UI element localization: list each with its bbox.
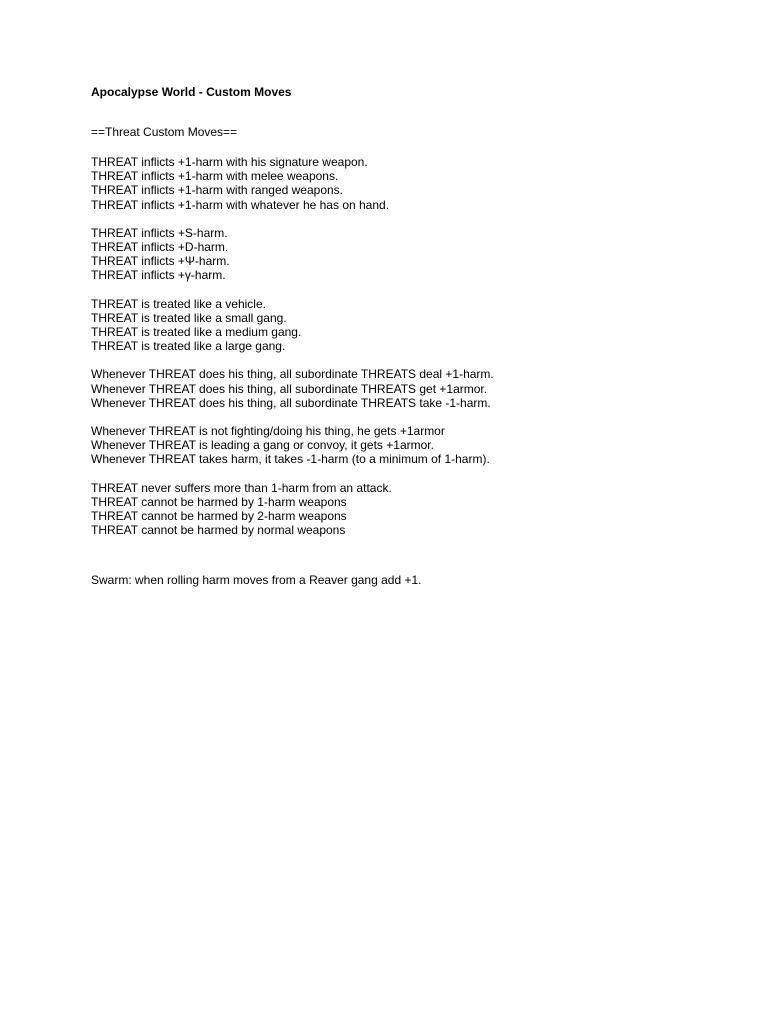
move-line: THREAT inflicts +1-harm with melee weapons. (91, 169, 339, 184)
move-line: THREAT is treated like a small gang. (91, 310, 287, 325)
move-line: Whenever THREAT takes harm, it takes -1-harm (to a minimum of 1-harm). (91, 452, 490, 467)
section-heading: ==Threat Custom Moves== (91, 125, 238, 139)
move-line: THREAT inflicts +Ψ-harm. (91, 254, 230, 269)
move-line: Whenever THREAT is not fighting/doing his thing, he gets +1armor (91, 424, 445, 439)
document-content (91, 85, 711, 587)
move-line: THREAT inflicts +D-harm. (91, 240, 229, 255)
move-line: THREAT inflicts +γ-harm. (91, 268, 226, 283)
moves-groups (91, 155, 494, 551)
move-line: THREAT cannot be harmed by 1-harm weapons (91, 494, 347, 509)
move-line: Whenever THREAT does his thing, all subordinate THREATS take -1-harm. (91, 395, 491, 410)
moves-group-treated-like (91, 297, 494, 354)
move-line: THREAT cannot be harmed by normal weapons (91, 523, 346, 538)
move-line: Whenever THREAT does his thing, all subordinate THREATS get +1armor. (91, 381, 488, 396)
move-line: THREAT inflicts +1-harm with ranged weapons. (91, 183, 343, 198)
move-line: THREAT is treated like a medium gang. (91, 325, 302, 340)
move-line: THREAT is treated like a large gang. (91, 339, 286, 354)
moves-group-harm-types (91, 226, 494, 283)
swarm-rule: Swarm: when rolling harm moves from a Reaver gang add +1. (91, 573, 422, 587)
move-line: THREAT never suffers more than 1-harm from an attack. (91, 480, 392, 495)
move-line: THREAT inflicts +1-harm with his signature weapon. (91, 155, 368, 169)
move-line: THREAT inflicts +S-harm. (91, 225, 228, 240)
move-line: THREAT is treated like a vehicle. (91, 296, 266, 311)
moves-group-subordinates (91, 367, 494, 410)
move-line: THREAT inflicts +1-harm with whatever he has on hand. (91, 197, 390, 212)
moves-group-armor (91, 424, 494, 467)
move-line: THREAT cannot be harmed by 2-harm weapons (91, 509, 347, 524)
move-line: Whenever THREAT is leading a gang or convoy, it gets +1armor. (91, 438, 434, 453)
moves-group-signature-harm (91, 155, 494, 212)
move-line: Whenever THREAT does his thing, all subordinate THREATS deal +1-harm. (91, 367, 494, 382)
document-title: Apocalypse World - Custom Moves (91, 85, 292, 99)
moves-group-harm-limits (91, 481, 494, 538)
